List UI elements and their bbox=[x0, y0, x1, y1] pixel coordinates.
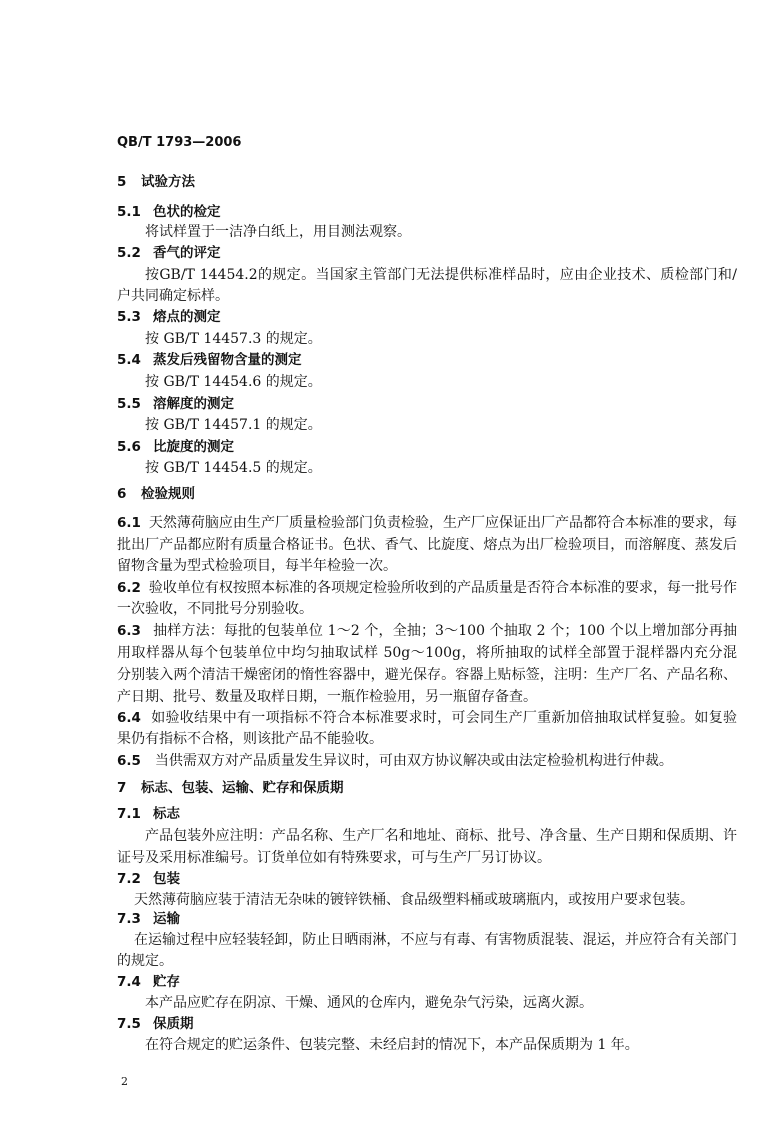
clause-5-2-heading bbox=[117, 244, 221, 262]
clause-5-6-heading bbox=[117, 438, 234, 456]
section-title: 检验规则 bbox=[141, 486, 195, 502]
clause-title: 熔点的测定 bbox=[153, 309, 221, 325]
clause-text: 留物含量为型式检验项目，每半年检验一次。 bbox=[117, 558, 397, 574]
clause-6-1 bbox=[117, 514, 737, 532]
clause-6-3 bbox=[117, 622, 737, 640]
clause-7-3-heading bbox=[117, 910, 180, 928]
clause-text: 按 GB/T 14454.5 的规定。 bbox=[145, 460, 322, 476]
clause-title: 比旋度的测定 bbox=[153, 439, 234, 455]
clause-text: 验收单位有权按照本标准的各项规定检验所收到的产品质量是否符合本标准的要求，每一批号作 bbox=[148, 580, 737, 596]
clause-7-5-heading bbox=[117, 1015, 194, 1033]
section-number: 7 bbox=[117, 780, 127, 796]
clause-text: 按 GB/T 14454.6 的规定。 bbox=[145, 374, 322, 390]
clause-7-2-heading bbox=[117, 870, 180, 888]
clause-number: 6.1 bbox=[117, 515, 141, 531]
clause-text: 按GB/T 14454.2的规定。当国家主管部门无法提供标准样品时，应由企业技术、质检部门和/ bbox=[145, 267, 737, 283]
clause-number: 6.5 bbox=[117, 753, 141, 769]
clause-number: 5.1 bbox=[117, 204, 141, 220]
clause-text: 当供需双方对产品质量发生异议时，可由双方协议解决或由法定检验机构进行仲裁。 bbox=[154, 753, 673, 769]
section-5-heading bbox=[117, 173, 195, 191]
clause-text: 证号及采用标准编号。订货单位如有特殊要求，可与生产厂另订协议。 bbox=[117, 850, 551, 866]
clause-text: 批出厂产品都应附有质量合格证书。色状、香气、比旋度、熔点为出厂检验项目，而溶解度、蒸发后 bbox=[117, 537, 737, 553]
clause-title: 蒸发后残留物含量的测定 bbox=[153, 352, 302, 368]
standard-code-header: QB/T 1793—2006 bbox=[117, 135, 242, 150]
clause-number: 7.2 bbox=[117, 871, 141, 887]
clause-7-1-heading bbox=[117, 805, 180, 823]
clause-text: 分别装入两个清洁干燥密闭的惰性容器中，避光保存。容器上贴标签，注明：生产厂名、产品名称、 bbox=[117, 667, 737, 683]
clause-5-5-heading bbox=[117, 395, 234, 413]
clause-title: 运输 bbox=[153, 911, 180, 927]
clause-number: 6.4 bbox=[117, 710, 141, 726]
clause-text: 的规定。 bbox=[117, 953, 173, 969]
clause-number: 5.6 bbox=[117, 439, 141, 455]
page-number: 2 bbox=[121, 1075, 128, 1088]
clause-text: 产品包装外应注明：产品名称、生产厂名和地址、商标、批号、净含量、生产日期和保质期、许 bbox=[145, 828, 737, 844]
clause-5-1-heading bbox=[117, 203, 221, 221]
clause-text: 本产品应贮存在阴凉、干燥、通风的仓库内，避免杂气污染，远离火源。 bbox=[145, 995, 593, 1011]
clause-text: 果仍有指标不合格，则该批产品不能验收。 bbox=[117, 731, 383, 747]
clause-number: 7.1 bbox=[117, 806, 141, 822]
clause-number: 6.2 bbox=[117, 580, 141, 596]
clause-number: 5.5 bbox=[117, 396, 141, 412]
clause-title: 色状的检定 bbox=[153, 204, 221, 220]
clause-7-4-heading bbox=[117, 973, 180, 991]
clause-text: 按 GB/T 14457.3 的规定。 bbox=[145, 331, 322, 347]
clause-title: 保质期 bbox=[153, 1016, 194, 1032]
clause-6-5 bbox=[117, 752, 673, 770]
clause-6-4 bbox=[117, 709, 737, 727]
clause-text: 天然薄荷脑应装于清洁无杂味的镀锌铁桶、食品级塑料桶或玻璃瓶内，或按用户要求包装。 bbox=[134, 892, 694, 908]
clause-number: 5.2 bbox=[117, 245, 141, 261]
section-number: 6 bbox=[117, 486, 127, 502]
clause-title: 标志 bbox=[153, 806, 180, 822]
clause-text: 在符合规定的贮运条件、包装完整、未经启封的情况下，本产品保质期为 1 年。 bbox=[145, 1037, 639, 1053]
section-7-heading bbox=[117, 779, 344, 797]
section-title: 试验方法 bbox=[141, 174, 195, 190]
clause-number: 7.4 bbox=[117, 974, 141, 990]
clause-title: 贮存 bbox=[153, 974, 180, 990]
clause-number: 5.4 bbox=[117, 352, 141, 368]
clause-number: 5.3 bbox=[117, 309, 141, 325]
clause-text: 一次验收，不同批号分别验收。 bbox=[117, 601, 313, 617]
clause-6-2 bbox=[117, 579, 737, 597]
clause-5-3-heading bbox=[117, 308, 221, 326]
clause-text: 产日期、批号、数量及取样日期，一瓶作检验用，另一瓶留存备查。 bbox=[117, 689, 537, 705]
clause-title: 香气的评定 bbox=[153, 245, 221, 261]
clause-text: 如验收结果中有一项指标不符合本标准要求时，可会同生产厂重新加倍抽取试样复验。如复验 bbox=[150, 710, 737, 726]
clause-number: 6.3 bbox=[117, 623, 141, 639]
section-title: 标志、包装、运输、贮存和保质期 bbox=[141, 780, 344, 796]
clause-text: 户共同确定标样。 bbox=[117, 288, 229, 304]
clause-text: 用取样器从每个包装单位中均匀抽取试样 50g～100g，将所抽取的试样全部置于混样器内充分混 bbox=[117, 645, 737, 661]
clause-text: 天然薄荷脑应由生产厂质量检验部门负责检验，生产厂应保证出厂产品都符合本标准的要求，每 bbox=[148, 515, 737, 531]
clause-text: 按 GB/T 14457.1 的规定。 bbox=[145, 417, 322, 433]
clause-title: 溶解度的测定 bbox=[153, 396, 234, 412]
clause-title: 包装 bbox=[153, 871, 180, 887]
clause-number: 7.5 bbox=[117, 1016, 141, 1032]
clause-number: 7.3 bbox=[117, 911, 141, 927]
clause-text: 将试样置于一洁净白纸上，用目测法观察。 bbox=[145, 224, 411, 240]
clause-5-4-heading bbox=[117, 351, 302, 369]
section-number: 5 bbox=[117, 174, 127, 190]
section-6-heading bbox=[117, 485, 195, 503]
clause-text: 在运输过程中应轻装轻卸，防止日晒雨淋，不应与有毒、有害物质混装、混运，并应符合有关部门 bbox=[134, 932, 737, 948]
clause-text: 抽样方法：每批的包装单位 1～2 个，全抽；3～100 个抽取 2 个；100 个以上增加部分再抽 bbox=[152, 623, 737, 639]
